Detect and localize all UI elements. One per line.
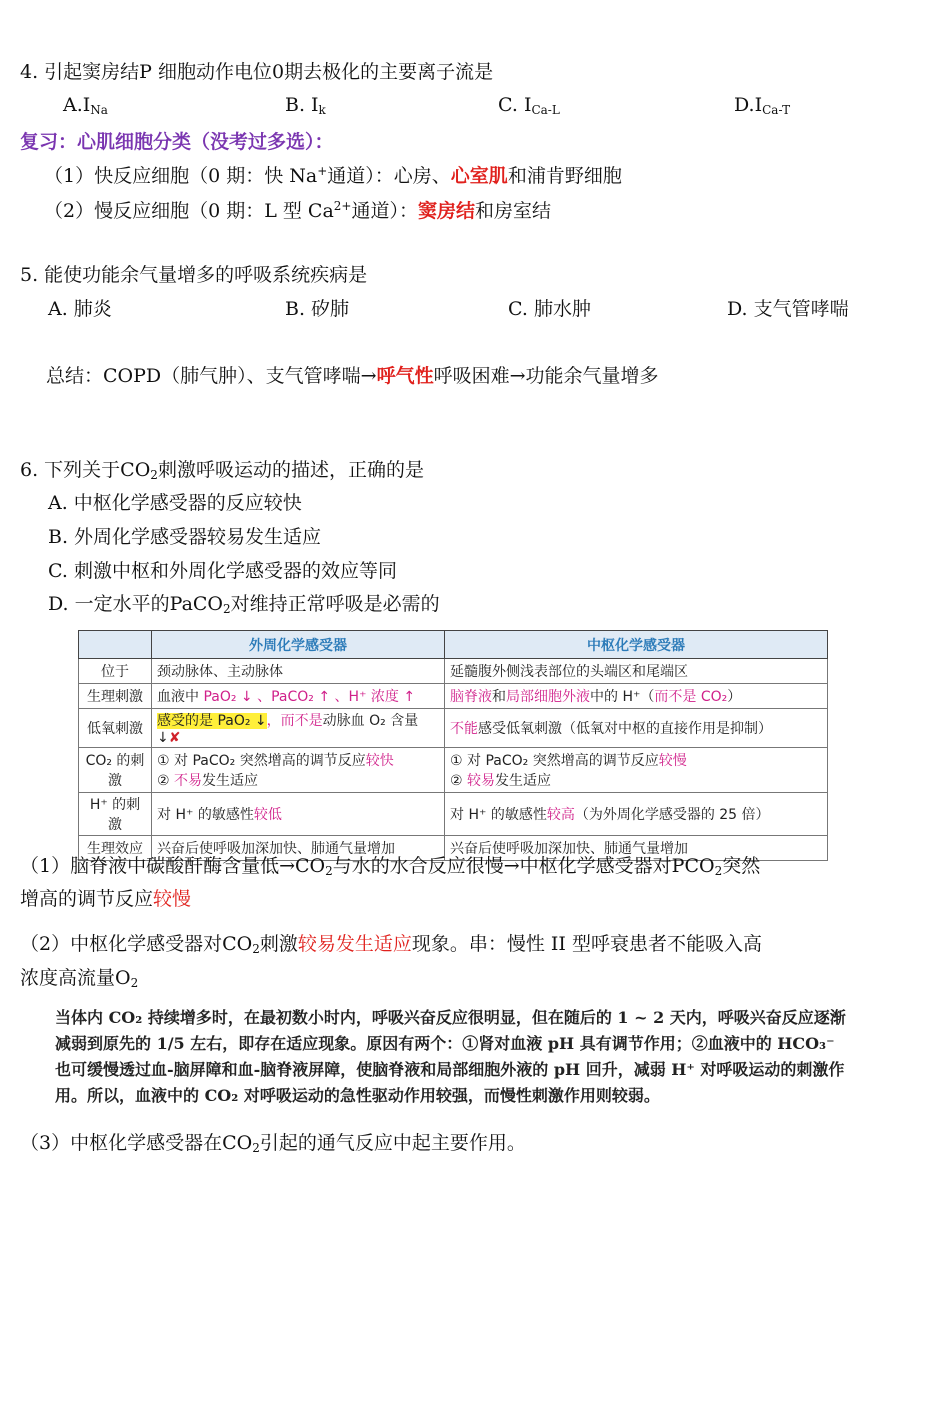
- cell-text: ）: [727, 689, 742, 705]
- q5-summary: [46, 361, 659, 388]
- cross-mark-icon: ✘: [168, 730, 181, 746]
- table-row: [79, 793, 828, 836]
- cell-highlight-text: 不能: [450, 721, 478, 737]
- q5-summary-a: 总结：COPD（肺气肿）、支气管哮喘→: [46, 365, 377, 387]
- review-line-1-sup: +: [317, 164, 328, 178]
- q4-option-d-sub: Ca-T: [762, 103, 791, 117]
- q5-option-a: A. 肺炎: [48, 298, 112, 320]
- row-header-h-ion: H⁺ 的刺激: [79, 793, 152, 836]
- cell-line: [157, 770, 439, 790]
- note-2-red: 较易发生适应: [297, 933, 412, 955]
- review-title: 复习：心肌细胞分类（没考过多选）：: [20, 131, 334, 153]
- cell-highlight-text: 较高: [546, 807, 575, 823]
- q6-stem-b: 刺激呼吸运动的描述，正确的是: [157, 459, 424, 481]
- note-1-a: （1）脑脊液中碳酸酐酶含量低→CO: [20, 855, 326, 877]
- q6-option-a: A. 中枢化学感受器的反应较快: [48, 492, 302, 514]
- review-line-2-a: （2）慢反应细胞（0 期：L 型 Ca: [44, 200, 334, 222]
- q6-stem-a: 6. 下列关于CO: [20, 459, 151, 481]
- cell-text: ②: [157, 773, 175, 789]
- q6-option-d-a: D. 一定水平的PaCO: [48, 593, 224, 615]
- table-row: [79, 748, 828, 793]
- row-header-stimulus: 生理刺激: [79, 684, 152, 709]
- note-1-line-1: [20, 851, 760, 878]
- table-row: [79, 684, 828, 709]
- textbook-excerpt: [55, 1005, 855, 1109]
- table-col-central: 中枢化学感受器: [445, 631, 828, 659]
- row-header-hypoxia: 低氧刺激: [79, 709, 152, 748]
- q5-summary-red: 呼气性: [376, 365, 434, 387]
- q5-stem: 5. 能使功能余气量增多的呼吸系统疾病是: [20, 264, 368, 286]
- cell-peripheral-stimulus: [152, 684, 445, 709]
- review-line-1-red: 心室肌: [450, 165, 508, 187]
- cell-peripheral-hypoxia: [152, 709, 445, 748]
- cell-central-h-ion: [445, 793, 828, 836]
- q5-option-d: D. 支气管哮喘: [727, 298, 849, 320]
- note-2-line-2: [20, 963, 138, 990]
- q6-stem-sub: 2: [150, 468, 158, 482]
- highlighted-text: 感受的是 PaO₂ ↓: [157, 713, 267, 729]
- q4-option-a: [63, 94, 108, 117]
- cell-central-location: 延髓腹外侧浅表部位的头端区和尾端区: [445, 659, 828, 684]
- row-header-co2: CO₂ 的刺激: [79, 748, 152, 793]
- cell-peripheral-location: 颈动脉体、主动脉体: [152, 659, 445, 684]
- note-2-b: 刺激: [259, 933, 298, 955]
- cell-line: [450, 770, 822, 790]
- cell-highlight-text: 脑脊液: [450, 689, 492, 705]
- cell-line: [450, 750, 822, 770]
- cell-text: 中的 H⁺（: [590, 689, 655, 705]
- note-1-b: 与水的水合反应很慢→中枢化学感受器对PCO: [332, 855, 715, 877]
- cell-peripheral-co2: [152, 748, 445, 793]
- table-col-peripheral: 外周化学感受器: [152, 631, 445, 659]
- cell-central-effect: 兴奋后使呼吸加深加快、肺通气量增加: [445, 836, 828, 861]
- note-2-c: 现象。串：慢性 II 型呼衰患者不能吸入高: [411, 933, 762, 955]
- q4-option-b: [285, 94, 326, 117]
- note-2-sub-2: 2: [130, 976, 139, 990]
- q4-option-a-text: A.I: [63, 94, 91, 116]
- cell-text: 对 H⁺ 的敏感性: [450, 807, 547, 823]
- table-corner: [79, 631, 152, 659]
- note-1-sub-2: 2: [714, 864, 723, 878]
- note-2-a: （2）中枢化学感受器对CO: [20, 933, 253, 955]
- note-1-line-2: [20, 884, 191, 911]
- cell-highlight-text: ，而不是: [266, 713, 323, 729]
- note-2-line-1: [20, 929, 762, 956]
- cell-text: 对 H⁺ 的敏感性: [157, 807, 254, 823]
- cell-highlight-text: 局部细胞外液: [506, 689, 590, 705]
- row-header-effect: 生理效应: [79, 836, 152, 861]
- note-3-b: 引起的通气反应中起主要作用。: [259, 1132, 526, 1154]
- table-header-row: [79, 631, 828, 659]
- cell-text: （为外周化学感受器的 25 倍）: [574, 807, 770, 823]
- cell-central-hypoxia: [445, 709, 828, 748]
- q4-option-b-sub: k: [318, 103, 326, 117]
- cell-highlight-text: 较易: [467, 773, 496, 789]
- cell-text: 动脉血 O₂ 含量 ↓: [157, 713, 419, 746]
- cell-text: ① 对 PaCO₂ 突然增高的调节反应: [450, 753, 659, 769]
- review-line-1-b: 通道）：心房、: [327, 165, 451, 187]
- review-line-1-a: （1）快反应细胞（0 期：快 Na: [44, 165, 318, 187]
- note-2-d: 浓度高流量O: [20, 967, 131, 989]
- cell-highlight-text: 而不是 CO₂: [654, 689, 728, 705]
- review-line-1-c: 和浦肯野细胞: [507, 165, 622, 187]
- row-header-location: 位于: [79, 659, 152, 684]
- cell-text: ① 对 PaCO₂ 突然增高的调节反应: [157, 753, 366, 769]
- cell-highlight-text: PaO₂ ↓ 、PaCO₂ ↑ 、H⁺ 浓度 ↑: [203, 689, 416, 705]
- note-2-sub: 2: [252, 942, 260, 956]
- cell-central-co2: [445, 748, 828, 793]
- note-3: [20, 1128, 526, 1155]
- review-line-2-red: 窦房结: [418, 200, 476, 222]
- note-1-c: 突然: [722, 855, 761, 877]
- q4-option-c-text: C. I: [498, 94, 532, 116]
- q6-option-c: C. 刺激中枢和外周化学感受器的效应等同: [48, 560, 397, 582]
- q4-option-c: [498, 94, 560, 117]
- cell-text: 血液中: [157, 689, 204, 705]
- note-3-sub: 2: [252, 1141, 260, 1155]
- excerpt-text: 当体内 CO₂ 持续增多时，在最初数小时内，呼吸兴奋反应很明显，但在随后的 1 ~ 2 天内，呼吸兴奋反应逐渐减弱到原先的 1/5 左右，即存在适应现象。原因有两个：①肾对血液 pH 具有调节作用；②血液中的 HCO₃⁻ 也可缓慢透过血-脑屏障和血-脑脊液屏障，使脑脊液和局部细胞外液的 pH 回升，减弱 H⁺ 对呼吸运动的刺激作用。所以，血液中的 CO₂ 对呼吸运动的急性驱动作用较强，而慢性刺激作用则较弱。: [55, 1008, 846, 1105]
- q4-option-b-text: B. I: [285, 94, 319, 116]
- q5-summary-b: 呼吸困难→功能余气量增多: [433, 365, 659, 387]
- q5-option-c: C. 肺水肿: [508, 298, 591, 320]
- cell-peripheral-effect: 兴奋后使呼吸加深加快、肺通气量增加: [152, 836, 445, 861]
- cell-line: [157, 750, 439, 770]
- cell-text: ②: [450, 773, 468, 789]
- q4-option-a-sub: Na: [90, 103, 108, 117]
- q6-option-d: [48, 589, 440, 616]
- cell-text: 感受低氧刺激（低氧对中枢的直接作用是抑制）: [478, 721, 772, 737]
- table-row: [79, 709, 828, 748]
- note-3-a: （3）中枢化学感受器在CO: [20, 1132, 253, 1154]
- chemoreceptor-table: [78, 630, 828, 861]
- table-row: [79, 659, 828, 684]
- note-1-red: 较慢: [153, 888, 192, 910]
- review-line-2-c: 和房室结: [475, 200, 552, 222]
- q6-option-d-sub: 2: [223, 602, 231, 616]
- cell-highlight-text: 较快: [365, 753, 394, 769]
- q4-option-d: [734, 94, 790, 117]
- review-line-2-b: 通道）：: [351, 200, 418, 222]
- cell-peripheral-h-ion: [152, 793, 445, 836]
- review-line-2-sup: 2+: [333, 199, 352, 213]
- q5-option-b: B. 矽肺: [285, 298, 350, 320]
- cell-text: 和: [492, 689, 506, 705]
- q4-option-d-text: D.I: [734, 94, 763, 116]
- note-1-sub-1: 2: [325, 864, 333, 878]
- cell-central-stimulus: [445, 684, 828, 709]
- cell-highlight-text: 较低: [253, 807, 282, 823]
- cell-text: 发生适应: [495, 773, 552, 789]
- q6-option-d-b: 对维持正常呼吸是必需的: [230, 593, 440, 615]
- cell-highlight-text: 较慢: [658, 753, 687, 769]
- review-line-2: [44, 196, 551, 223]
- cell-text: 发生适应: [202, 773, 259, 789]
- review-line-1: [44, 161, 622, 188]
- q6-option-b: B. 外周化学感受器较易发生适应: [48, 526, 322, 548]
- q4-option-c-sub: Ca-L: [531, 103, 560, 117]
- cell-highlight-text: 不易: [174, 773, 203, 789]
- q6-stem: [20, 455, 424, 482]
- q4-stem: 4. 引起窦房结P 细胞动作电位0期去极化的主要离子流是: [20, 61, 494, 83]
- note-1-d: 增高的调节反应: [20, 888, 154, 910]
